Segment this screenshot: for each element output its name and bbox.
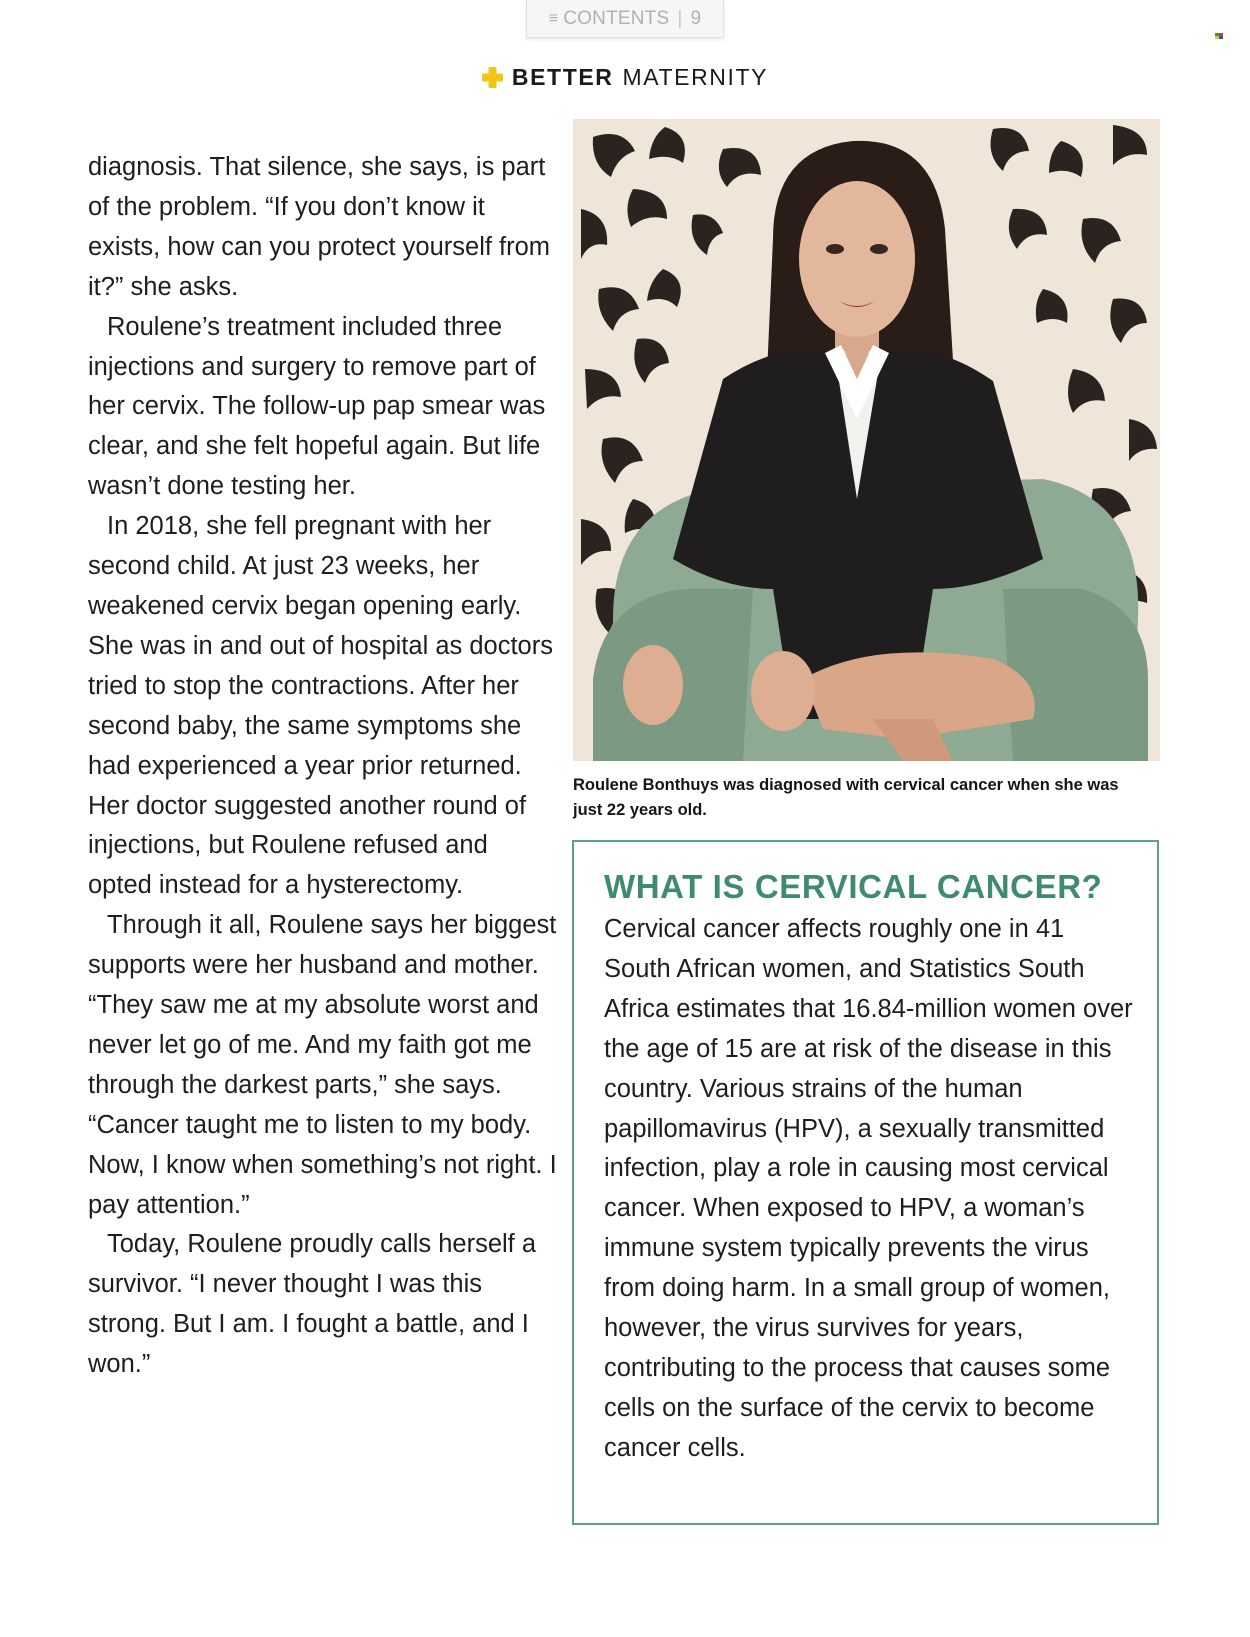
page-number: 9 (690, 7, 702, 29)
contents-button[interactable] (526, 0, 724, 38)
section-name-bold: BETTER (511, 64, 614, 90)
section-header (0, 64, 1250, 91)
info-box-title: WHAT IS CERVICAL CANCER? (604, 868, 1103, 905)
article-paragraph: diagnosis. That silence, she says, is part of the problem. “If you don’t know it exists, how can you protect yourself from it?” she asks. (88, 153, 551, 301)
info-box (572, 840, 1159, 1525)
info-box-text: Cervical cancer affects roughly one in 41 South African women, and Statistics South Africa estimates that 16.84-million women over the age of 15 are at risk of the disease in this country. Various strains of the human papillomavirus (HPV), a sexually transmitted infection, play a role in causing most cervical cancer. When exposed to HPV, a woman’s immune system typically prevents the virus from doing harm. In a small group of women, however, the virus survives for years, contributing to the process that causes some cells on the surface of the cervix to become cancer cells. (604, 915, 1133, 1462)
menu-icon: ≡ (548, 9, 559, 27)
section-name: MATERNITY (622, 64, 769, 90)
cross-icon (482, 67, 503, 88)
portrait-illustration (573, 119, 1160, 761)
contents-label: CONTENTS (563, 7, 670, 29)
article-body (88, 148, 558, 1385)
portrait-photo (573, 119, 1160, 761)
article-paragraph: Today, Roulene proudly calls herself a survivor. “I never thought I was this strong. But I am. I fought a battle, and I won.” (88, 1230, 537, 1379)
article-paragraph: Through it all, Roulene says her biggest supports were her husband and mother. “They saw me at my absolute worst and never let go of me. And my faith got me through the darkest parts,” she says. “Cancer taught me to listen to my body. Now, I know when something’s not right. I pay attention.” (88, 911, 557, 1219)
article-paragraph: In 2018, she fell pregnant with her second child. At just 23 weeks, her weakened cervix began opening early. She was in and out of hospital as doctors tried to stop the contractions. After her second baby, the same symptoms she had experienced a year prior returned. Her doctor suggested another round of injections, but Roulene refused and opted instead for a hysterectomy. (88, 512, 553, 900)
photo-caption: Roulene Bonthuys was diagnosed with cervical cancer when she was just 22 years old. (573, 776, 1119, 819)
divider: | (677, 7, 683, 29)
article-paragraph: Roulene’s treatment included three injections and surgery to remove part of her cervix. The follow-up pap smear was clear, and she felt hopeful again. But life wasn’t done testing her. (88, 312, 546, 501)
flag-icon (1215, 33, 1223, 39)
